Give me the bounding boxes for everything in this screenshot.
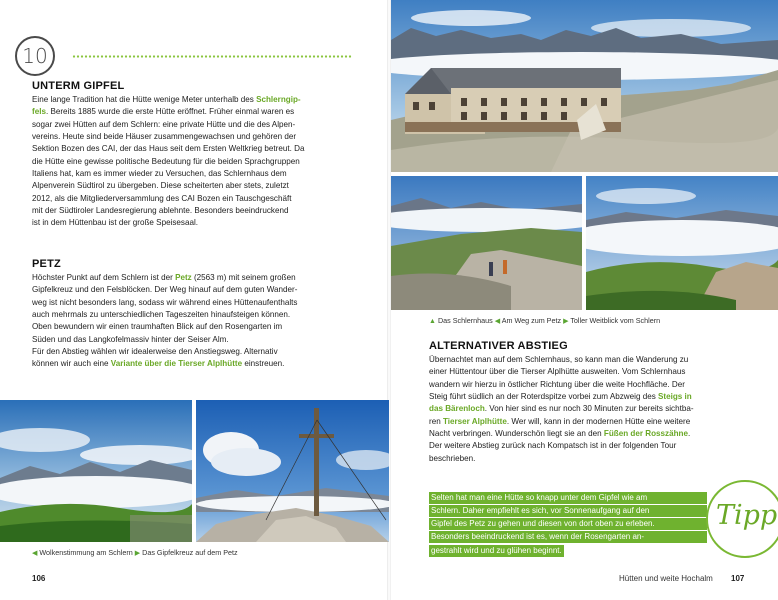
text-line: Übernachtet man auf dem Schlernhaus, so kann man die Wanderung zu xyxy=(429,355,689,364)
text-line: Sektion Bozen des CAI, der das Haus seit dem Ersten Weltkrieg betreut. Da xyxy=(32,144,305,154)
caption-left-photos xyxy=(32,548,238,557)
text-line: ist in dem Hüttenbau ist der große Speisesaal. xyxy=(32,218,199,228)
arrow-right-icon: ▶ xyxy=(134,550,141,557)
caption-schlernhaus: Das Schlernhaus xyxy=(437,316,493,325)
text-line: mit der Südtiroler Landesregierung ablehnte. Besonders beeindruckend xyxy=(32,206,289,216)
text-line: einer Hüttentour über die Tierser Alplhütte ausweiten. Vom Schlernhaus xyxy=(429,367,686,377)
text-line: auch mehrmals zu unterschiedlichen Tageszeiten hinaufsteigen können. xyxy=(32,310,291,320)
tip-line: Schlern. Daher empfiehlt es sich, vor Sonnenaufgang auf den xyxy=(429,505,707,517)
tip-line: Besonders beeindruckend ist es, wenn der Rosengarten an- xyxy=(429,531,707,543)
text-line: Steig führt südlich an der Roterdspitze vorbei zum Abzweig des Steigs in xyxy=(429,392,692,402)
tip-box xyxy=(429,492,707,558)
arrow-left-icon: ◀ xyxy=(32,550,38,557)
chapter-number: 10 xyxy=(22,44,48,68)
caption-weg-zum-petz: Am Weg zum Petz xyxy=(501,316,562,325)
chapter-number-badge xyxy=(15,36,55,76)
text-line: Süden und das Langkofelmassiv hinter der Seiser Alm. xyxy=(32,334,229,344)
caption-right-photos xyxy=(429,316,660,325)
text-line: Alpenverein Südtirol zu übergeben. Diese scheiterten aber stets, zuletzt xyxy=(32,181,289,191)
link-petz: Petz xyxy=(175,273,192,282)
text-line: Höchster Punkt auf dem Schlern ist der Petz (2563 m) mit seinem großen xyxy=(32,273,296,282)
text-line: sogar zwei Hütten auf dem Schlern: eine private Hütte und die des Alpen- xyxy=(32,119,296,129)
link-variante-tierser-alplhuette: Variante über die Tierser Alplhütte xyxy=(110,359,243,369)
arrow-left-icon: ◀ xyxy=(494,318,501,325)
arrow-right-icon: ▶ xyxy=(563,318,569,325)
tip-label: Tipp xyxy=(716,500,778,531)
section-heading-alternativer-abstieg: ALTERNATIVER ABSTIEG xyxy=(429,340,568,352)
photo-schlernhaus xyxy=(391,0,778,172)
text-line: beschrieben. xyxy=(429,453,476,463)
link-steig-baerenloch-a: Steigs in xyxy=(658,392,692,402)
tip-line: gestrahlt wird und zu glühen beginnt. xyxy=(431,546,562,555)
text-line: 2012, als die Mitgliederversammlung des CAI Bozen ein Tauschgeschäft xyxy=(32,193,292,203)
page-number-right: 107 xyxy=(731,574,745,583)
photo-summit-cross xyxy=(196,400,389,542)
dotted-divider xyxy=(72,55,352,58)
text-line: das Bärenloch. Von hier sind es nur noch 30 Minuten zur bereits sichtba- xyxy=(429,404,694,414)
link-schlerngipfels-b: fels xyxy=(32,107,46,117)
link-tierser-alplhuette: Tierser Alplhütte xyxy=(442,416,507,426)
tip-line: Gipfel des Petz zu gehen und diesen von dort oben zu erleben. xyxy=(429,518,707,530)
text-line: weg ist nicht besonders lang, sodass wir während eines Hüttenaufenthalts xyxy=(32,297,298,307)
caption-gipfelkreuz: Das Gipfelkreuz auf dem Petz xyxy=(142,548,238,557)
section-heading-petz: PETZ xyxy=(32,258,61,270)
caption-weitblick: Toller Weitblick vom Schlern xyxy=(570,316,661,325)
caption-wolkenstimmung: Wolkenstimmung am Schlern xyxy=(39,548,133,557)
text-line: die Hütte eine gewisse politische Bedeutung für die beiden Sprachgruppen xyxy=(32,156,300,166)
text-line: Oben bewundern wir einen traumhaften Blick auf den Rosengarten im xyxy=(32,322,283,332)
photo-wide-view xyxy=(586,176,778,310)
text-line: vereins. Heute sind beide Häuser zusammengewachsen und gehören der xyxy=(32,132,297,142)
link-schlerngipfels-a: Schlerngip- xyxy=(256,95,301,104)
running-head: Hütten und weite Hochalm xyxy=(619,574,713,583)
text-line: Eine lange Tradition hat die Hütte wenige Meter unterhalb des Schlerngip- xyxy=(32,95,301,104)
text-line: fels. Bereits 1885 wurde die erste Hütte eröffnet. Früher einmal waren es xyxy=(32,107,295,117)
text-line: Für den Abstieg wählen wir idealerweise den Anstiegsweg. Alternativ xyxy=(32,347,278,357)
text-line: Der weitere Abstieg zurück nach Kompatsch ist in der folgenden Tour xyxy=(429,441,677,451)
text-line: ren Tierser Alplhütte. Wer will, kann in der modernen Hütte eine weitere xyxy=(429,416,691,426)
tip-line: Selten hat man eine Hütte so knapp unter dem Gipfel wie am xyxy=(429,492,707,504)
photo-cloud-mood xyxy=(0,400,192,542)
photo-path-to-petz xyxy=(391,176,582,310)
arrow-up-icon: ▲ xyxy=(429,318,436,325)
text-line: können wir auch eine Variante über die Tierser Alplhütte einstreuen. xyxy=(32,359,285,369)
section-heading-unterm-gipfel: UNTERM GIPFEL xyxy=(32,80,125,92)
page-number-left: 106 xyxy=(32,574,46,583)
section-body-unterm-gipfel xyxy=(32,94,346,230)
section-body-petz xyxy=(32,272,346,371)
link-fuesse-rosszaehne: Füßen der Rosszähne xyxy=(603,429,688,439)
text-line: wandern wir hierzu in östlicher Richtung über die weite Hochfläche. Der xyxy=(429,379,685,389)
section-body-alternativer-abstieg xyxy=(429,354,747,465)
text-line: Gipfelkreuz und den Felsblöcken. Der Weg hinauf auf dem guten Wander- xyxy=(32,285,298,295)
link-steig-baerenloch-b: das Bärenloch xyxy=(429,404,485,414)
text-line: Nacht verbringen. Wunderschön liegt sie an den Füßen der Rosszähne. xyxy=(429,429,691,439)
text-line: Italiens hat, kam es immer wieder zu Versuchen, das Schlernhaus dem xyxy=(32,169,287,179)
